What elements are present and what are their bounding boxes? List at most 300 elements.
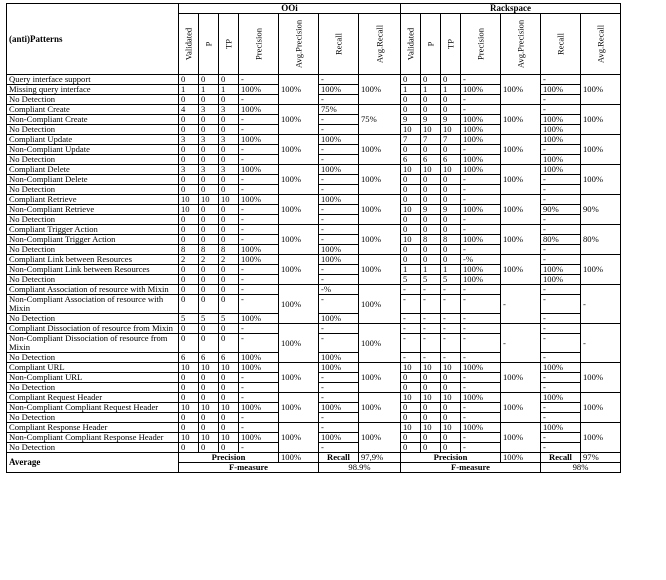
ooi-cell: 0 (219, 155, 239, 165)
rackspace-cell: 0 (421, 373, 441, 383)
rackspace-cell: 0 (421, 195, 441, 205)
patterns-header: (anti)Patterns (7, 4, 179, 75)
rackspace-cell: 6 (401, 155, 421, 165)
rackspace-cell: 10 (421, 423, 441, 433)
rackspace-cell: - (441, 314, 461, 324)
rackspace-cell: - (461, 195, 501, 205)
ooi-cell: 100% (239, 135, 279, 145)
rackspace-cell: 0 (401, 95, 421, 105)
ooi-cell: 1 (219, 85, 239, 95)
rackspace-cell: 0 (441, 185, 461, 195)
rackspace-cell: - (461, 285, 501, 295)
ooi-avg-recall: 100% (359, 393, 401, 423)
rackspace-cell: - (441, 324, 461, 334)
column-header-rackspace (501, 14, 541, 75)
rackspace-cell: 9 (421, 205, 441, 215)
ooi-cell: 0 (219, 175, 239, 185)
ooi-avg-recall: 75% (359, 105, 401, 135)
rackspace-cell: - (461, 403, 501, 413)
pattern-label: Non-Compliant Dissociation of resource from Mixin (7, 334, 179, 353)
pattern-label: Compliant Delete (7, 165, 179, 175)
ooi-cell: 0 (179, 393, 199, 403)
average-label: Average (7, 453, 179, 473)
ooi-recall: - (319, 145, 359, 155)
ooi-cell: 2 (219, 255, 239, 265)
column-header-label: Precision (253, 28, 263, 60)
ooi-avg-recall: 100% (359, 75, 401, 105)
pattern-label: No Detection (7, 125, 179, 135)
rackspace-avg-precision: 100% (501, 105, 541, 135)
ooi-cell: 0 (199, 235, 219, 245)
ooi-cell: 3 (199, 105, 219, 115)
ooi-cell: 6 (199, 353, 219, 363)
rackspace-cell: 100% (461, 85, 501, 95)
rackspace-recall: - (541, 75, 581, 85)
ooi-cell: 0 (199, 295, 219, 314)
rackspace-cell: 7 (421, 135, 441, 145)
rackspace-recall: - (541, 175, 581, 185)
ooi-recall: 100% (319, 403, 359, 413)
pattern-label: Compliant Retrieve (7, 195, 179, 205)
rackspace-cell: 0 (441, 413, 461, 423)
ooi-cell: 8 (219, 245, 239, 255)
ooi-cell: 0 (219, 235, 239, 245)
ooi-recall: - (319, 235, 359, 245)
rackspace-cell: 10 (441, 423, 461, 433)
ooi-cell: 0 (179, 145, 199, 155)
ooi-cell: 0 (219, 95, 239, 105)
ooi-cell: 2 (179, 255, 199, 265)
column-header-label: Avg.Recall (374, 24, 384, 64)
pattern-label: Compliant URL (7, 363, 179, 373)
ooi-cell: 2 (199, 255, 219, 265)
rackspace-cell: 0 (441, 195, 461, 205)
ooi-cell: 0 (199, 185, 219, 195)
rackspace-avg-recall: 100% (581, 165, 621, 195)
ooi-cell: 100% (239, 245, 279, 255)
ooi-cell: - (239, 295, 279, 314)
rackspace-cell: 100% (461, 115, 501, 125)
ooi-cell: 0 (179, 185, 199, 195)
rackspace-cell: - (421, 353, 441, 363)
rackspace-cell: 0 (401, 175, 421, 185)
ooi-cell: 0 (219, 324, 239, 334)
ooi-avg-recall: 100% (359, 423, 401, 453)
ooi-cell: 1 (199, 85, 219, 95)
rackspace-fmeasure-value: 98% (541, 463, 621, 473)
rackspace-avg-precision: 100% (501, 255, 541, 285)
pattern-label: No Detection (7, 443, 179, 453)
ooi-recall: - (319, 75, 359, 85)
rackspace-cell: - (461, 443, 501, 453)
ooi-cell: 10 (219, 363, 239, 373)
ooi-recall-value: 97,9% (359, 453, 401, 463)
rackspace-cell: - (461, 185, 501, 195)
rackspace-cell: - (421, 285, 441, 295)
rackspace-cell: 0 (441, 215, 461, 225)
ooi-cell: 10 (219, 195, 239, 205)
rackspace-precision-value: 100% (501, 453, 541, 463)
rackspace-cell: - (461, 373, 501, 383)
rackspace-recall: 100% (541, 363, 581, 373)
rackspace-cell: - (461, 383, 501, 393)
ooi-cell: 4 (179, 105, 199, 115)
ooi-cell: 100% (239, 363, 279, 373)
rackspace-cell: - (461, 245, 501, 255)
pattern-label: Non-Compliant Trigger Action (7, 235, 179, 245)
rackspace-cell: 10 (421, 363, 441, 373)
rackspace-cell: 10 (441, 393, 461, 403)
ooi-cell: 3 (179, 135, 199, 145)
ooi-cell: 0 (219, 75, 239, 85)
rackspace-cell: 6 (421, 155, 441, 165)
column-header-rackspace (421, 14, 441, 75)
rackspace-avg-recall: 80% (581, 225, 621, 255)
ooi-cell: 0 (199, 324, 219, 334)
rackspace-cell: 10 (421, 393, 441, 403)
ooi-cell: - (239, 275, 279, 285)
ooi-cell: 100% (239, 85, 279, 95)
ooi-avg-precision: 100% (279, 393, 319, 423)
ooi-cell: - (239, 383, 279, 393)
table-row (7, 135, 621, 145)
ooi-cell: 0 (199, 443, 219, 453)
rackspace-cell: - (461, 215, 501, 225)
ooi-cell: 0 (179, 175, 199, 185)
ooi-recall: - (319, 393, 359, 403)
ooi-cell: 5 (179, 314, 199, 324)
ooi-cell: 0 (199, 265, 219, 275)
rackspace-cell: 0 (401, 105, 421, 115)
rackspace-cell: 100% (461, 125, 501, 135)
ooi-cell: 0 (219, 295, 239, 314)
pattern-label: Non-Compliant URL (7, 373, 179, 383)
average-row (7, 453, 621, 463)
ooi-cell: 0 (199, 225, 219, 235)
ooi-cell: - (239, 235, 279, 245)
column-header-label: TP (223, 38, 233, 50)
rackspace-cell: 0 (421, 225, 441, 235)
ooi-cell: 10 (179, 403, 199, 413)
ooi-avg-precision: 100% (279, 423, 319, 453)
rackspace-cell: - (461, 433, 501, 443)
rackspace-avg-recall: - (581, 324, 621, 363)
ooi-recall: 75% (319, 105, 359, 115)
ooi-recall: 100% (319, 363, 359, 373)
rackspace-avg-precision: 100% (501, 225, 541, 255)
rackspace-cell: - (401, 353, 421, 363)
rackspace-cell: - (461, 314, 501, 324)
rackspace-avg-recall: - (581, 285, 621, 324)
ooi-recall: - (319, 175, 359, 185)
results-table (6, 3, 621, 473)
ooi-cell: 6 (179, 353, 199, 363)
rackspace-precision-label: Precision (401, 453, 501, 463)
rackspace-recall: - (541, 403, 581, 413)
pattern-label: Non-Compliant Compliant Request Header (7, 403, 179, 413)
ooi-cell: 0 (219, 115, 239, 125)
ooi-cell: - (239, 115, 279, 125)
rackspace-cell: 0 (401, 403, 421, 413)
ooi-fmeasure-value: 98.9% (319, 463, 401, 473)
ooi-cell: 0 (219, 205, 239, 215)
ooi-cell: 3 (179, 165, 199, 175)
rackspace-recall: 100% (541, 85, 581, 95)
rackspace-cell: 8 (421, 235, 441, 245)
ooi-recall: - (319, 185, 359, 195)
ooi-avg-recall: 100% (359, 195, 401, 225)
rackspace-avg-precision: 100% (501, 135, 541, 165)
column-header-rackspace (581, 14, 621, 75)
ooi-recall: - (319, 265, 359, 275)
rackspace-cell: 0 (401, 433, 421, 443)
ooi-fmeasure-label: F-measure (179, 463, 319, 473)
rackspace-cell: 9 (441, 205, 461, 215)
rackspace-cell: 1 (421, 85, 441, 95)
rackspace-cell: 0 (421, 145, 441, 155)
rackspace-recall: - (541, 185, 581, 195)
pattern-label: Compliant Dissociation of resource from Mixin (7, 324, 179, 334)
rackspace-cell: - (421, 295, 441, 314)
pattern-label: Compliant Create (7, 105, 179, 115)
rackspace-cell: 100% (461, 155, 501, 165)
ooi-cell: 3 (219, 135, 239, 145)
rackspace-avg-recall: 100% (581, 423, 621, 453)
ooi-recall: - (319, 334, 359, 353)
ooi-cell: 0 (199, 413, 219, 423)
rackspace-avg-recall: 100% (581, 255, 621, 285)
rackspace-recall-value: 97% (581, 453, 621, 463)
rackspace-cell: 1 (401, 85, 421, 95)
column-header-label: Avg.Precision (293, 19, 303, 69)
rackspace-cell: - (461, 95, 501, 105)
rackspace-avg-precision: - (501, 324, 541, 363)
rackspace-cell: 0 (421, 185, 441, 195)
ooi-avg-recall: 100% (359, 135, 401, 165)
ooi-cell: 0 (199, 115, 219, 125)
ooi-recall: 100% (319, 314, 359, 324)
column-header-label: Avg.Recall (595, 24, 605, 64)
rackspace-cell: - (461, 413, 501, 423)
ooi-cell: 8 (179, 245, 199, 255)
rackspace-cell: 100% (461, 363, 501, 373)
rackspace-cell: 10 (421, 125, 441, 135)
rackspace-cell: 100% (461, 205, 501, 215)
column-header-ooi (279, 14, 319, 75)
rackspace-recall: 100% (541, 165, 581, 175)
ooi-avg-precision: 100% (279, 195, 319, 225)
rackspace-recall: - (541, 324, 581, 334)
rackspace-recall: - (541, 353, 581, 363)
rackspace-cell: - (461, 105, 501, 115)
ooi-cell: 10 (179, 433, 199, 443)
ooi-cell: 5 (199, 314, 219, 324)
column-header-label: Avg.Precision (515, 19, 525, 69)
ooi-cell: - (239, 423, 279, 433)
ooi-cell: - (239, 324, 279, 334)
ooi-cell: 0 (179, 225, 199, 235)
rackspace-cell: 100% (461, 275, 501, 285)
ooi-cell: 10 (219, 403, 239, 413)
ooi-precision-value: 100% (279, 453, 319, 463)
column-header-ooi (219, 14, 239, 75)
ooi-cell: - (239, 95, 279, 105)
ooi-cell: 10 (179, 195, 199, 205)
ooi-recall: 100% (319, 433, 359, 443)
ooi-cell: 0 (179, 125, 199, 135)
ooi-cell: 0 (219, 215, 239, 225)
rackspace-cell: 0 (441, 403, 461, 413)
rackspace-cell: - (461, 334, 501, 353)
rackspace-cell: 0 (441, 105, 461, 115)
column-header-label: P (203, 41, 213, 47)
ooi-cell: 100% (239, 255, 279, 265)
ooi-cell: 0 (219, 125, 239, 135)
rackspace-cell: 0 (421, 383, 441, 393)
pattern-label: No Detection (7, 275, 179, 285)
rackspace-recall: - (541, 255, 581, 265)
rackspace-cell: 100% (461, 423, 501, 433)
rackspace-cell: 6 (441, 155, 461, 165)
rackspace-avg-precision: 100% (501, 165, 541, 195)
rackspace-cell: 5 (401, 275, 421, 285)
ooi-cell: 0 (219, 225, 239, 235)
rackspace-recall: - (541, 383, 581, 393)
ooi-recall: - (319, 443, 359, 453)
ooi-cell: 0 (199, 383, 219, 393)
ooi-recall: 100% (319, 195, 359, 205)
pattern-label: No Detection (7, 155, 179, 165)
ooi-avg-recall: 100% (359, 225, 401, 255)
ooi-cell: 0 (179, 334, 199, 353)
ooi-cell: 0 (179, 285, 199, 295)
rackspace-cell: 0 (401, 145, 421, 155)
pattern-label: Non-Compliant Create (7, 115, 179, 125)
ooi-avg-precision: 100% (279, 324, 319, 363)
rackspace-recall: - (541, 373, 581, 383)
rackspace-cell: 100% (461, 165, 501, 175)
pattern-label: Compliant Response Header (7, 423, 179, 433)
ooi-cell: 0 (219, 334, 239, 353)
column-header-ooi (359, 14, 401, 75)
ooi-cell: 10 (199, 433, 219, 443)
table-row (7, 165, 621, 175)
ooi-cell: 0 (219, 413, 239, 423)
table-row (7, 75, 621, 85)
rackspace-cell: 0 (401, 255, 421, 265)
ooi-avg-recall: 100% (359, 324, 401, 363)
ooi-cell: 0 (179, 383, 199, 393)
ooi-cell: 100% (239, 433, 279, 443)
ooi-avg-precision: 100% (279, 363, 319, 393)
rackspace-recall: 100% (541, 115, 581, 125)
rackspace-cell: 10 (421, 165, 441, 175)
ooi-cell: 6 (219, 353, 239, 363)
rackspace-recall: 100% (541, 155, 581, 165)
rackspace-recall: 80% (541, 235, 581, 245)
ooi-cell: 0 (179, 75, 199, 85)
column-header-rackspace (461, 14, 501, 75)
rackspace-cell: 100% (461, 393, 501, 403)
rackspace-cell: 9 (441, 115, 461, 125)
ooi-cell: - (239, 155, 279, 165)
rackspace-cell: 0 (401, 245, 421, 255)
ooi-cell: - (239, 225, 279, 235)
rackspace-cell: 10 (401, 165, 421, 175)
ooi-cell: 100% (239, 403, 279, 413)
table-row (7, 393, 621, 403)
ooi-cell: 0 (219, 145, 239, 155)
ooi-recall: - (319, 275, 359, 285)
ooi-cell: 0 (219, 393, 239, 403)
ooi-cell: - (239, 443, 279, 453)
pattern-label: No Detection (7, 383, 179, 393)
rackspace-cell: 10 (401, 235, 421, 245)
ooi-cell: 10 (199, 363, 219, 373)
ooi-avg-precision: 100% (279, 135, 319, 165)
ooi-cell: 0 (179, 324, 199, 334)
rackspace-cell: 0 (441, 145, 461, 155)
column-header-label: Precision (475, 28, 485, 60)
pattern-label: No Detection (7, 245, 179, 255)
rackspace-cell: 10 (441, 125, 461, 135)
ooi-cell: 0 (219, 383, 239, 393)
column-header-label: Validated (183, 27, 193, 61)
rackspace-recall: - (541, 225, 581, 235)
rackspace-cell: 0 (441, 175, 461, 185)
column-header-ooi (199, 14, 219, 75)
rackspace-cell: - (421, 334, 441, 353)
rackspace-cell: - (401, 295, 421, 314)
ooi-cell: - (239, 205, 279, 215)
rackspace-cell: 10 (401, 423, 421, 433)
ooi-cell: 0 (179, 295, 199, 314)
rackspace-cell: 0 (421, 95, 441, 105)
rackspace-cell: 0 (401, 225, 421, 235)
ooi-recall: 100% (319, 353, 359, 363)
rackspace-recall: - (541, 413, 581, 423)
rackspace-cell: 0 (401, 383, 421, 393)
ooi-cell: 10 (199, 195, 219, 205)
column-header-ooi (179, 14, 199, 75)
rackspace-cell: 9 (421, 115, 441, 125)
group-header-ooi: OOi (179, 4, 401, 14)
rackspace-avg-recall: 100% (581, 393, 621, 423)
ooi-cell: - (239, 413, 279, 423)
rackspace-cell: 0 (401, 215, 421, 225)
ooi-cell: - (239, 393, 279, 403)
rackspace-cell: 0 (441, 95, 461, 105)
rackspace-cell: 100% (461, 135, 501, 145)
ooi-cell: 3 (219, 105, 239, 115)
rackspace-cell: 0 (441, 433, 461, 443)
rackspace-avg-precision: 100% (501, 363, 541, 393)
rackspace-recall: 100% (541, 135, 581, 145)
ooi-avg-precision: 100% (279, 75, 319, 105)
rackspace-recall: 90% (541, 205, 581, 215)
ooi-cell: 100% (239, 353, 279, 363)
rackspace-cell: 0 (421, 75, 441, 85)
column-header-ooi (319, 14, 359, 75)
rackspace-cell: 7 (401, 135, 421, 145)
table-row (7, 255, 621, 265)
pattern-label: No Detection (7, 314, 179, 324)
ooi-avg-precision: 100% (279, 225, 319, 255)
ooi-cell: 0 (219, 423, 239, 433)
ooi-recall: - (319, 324, 359, 334)
table-row (7, 105, 621, 115)
ooi-cell: 0 (179, 155, 199, 165)
